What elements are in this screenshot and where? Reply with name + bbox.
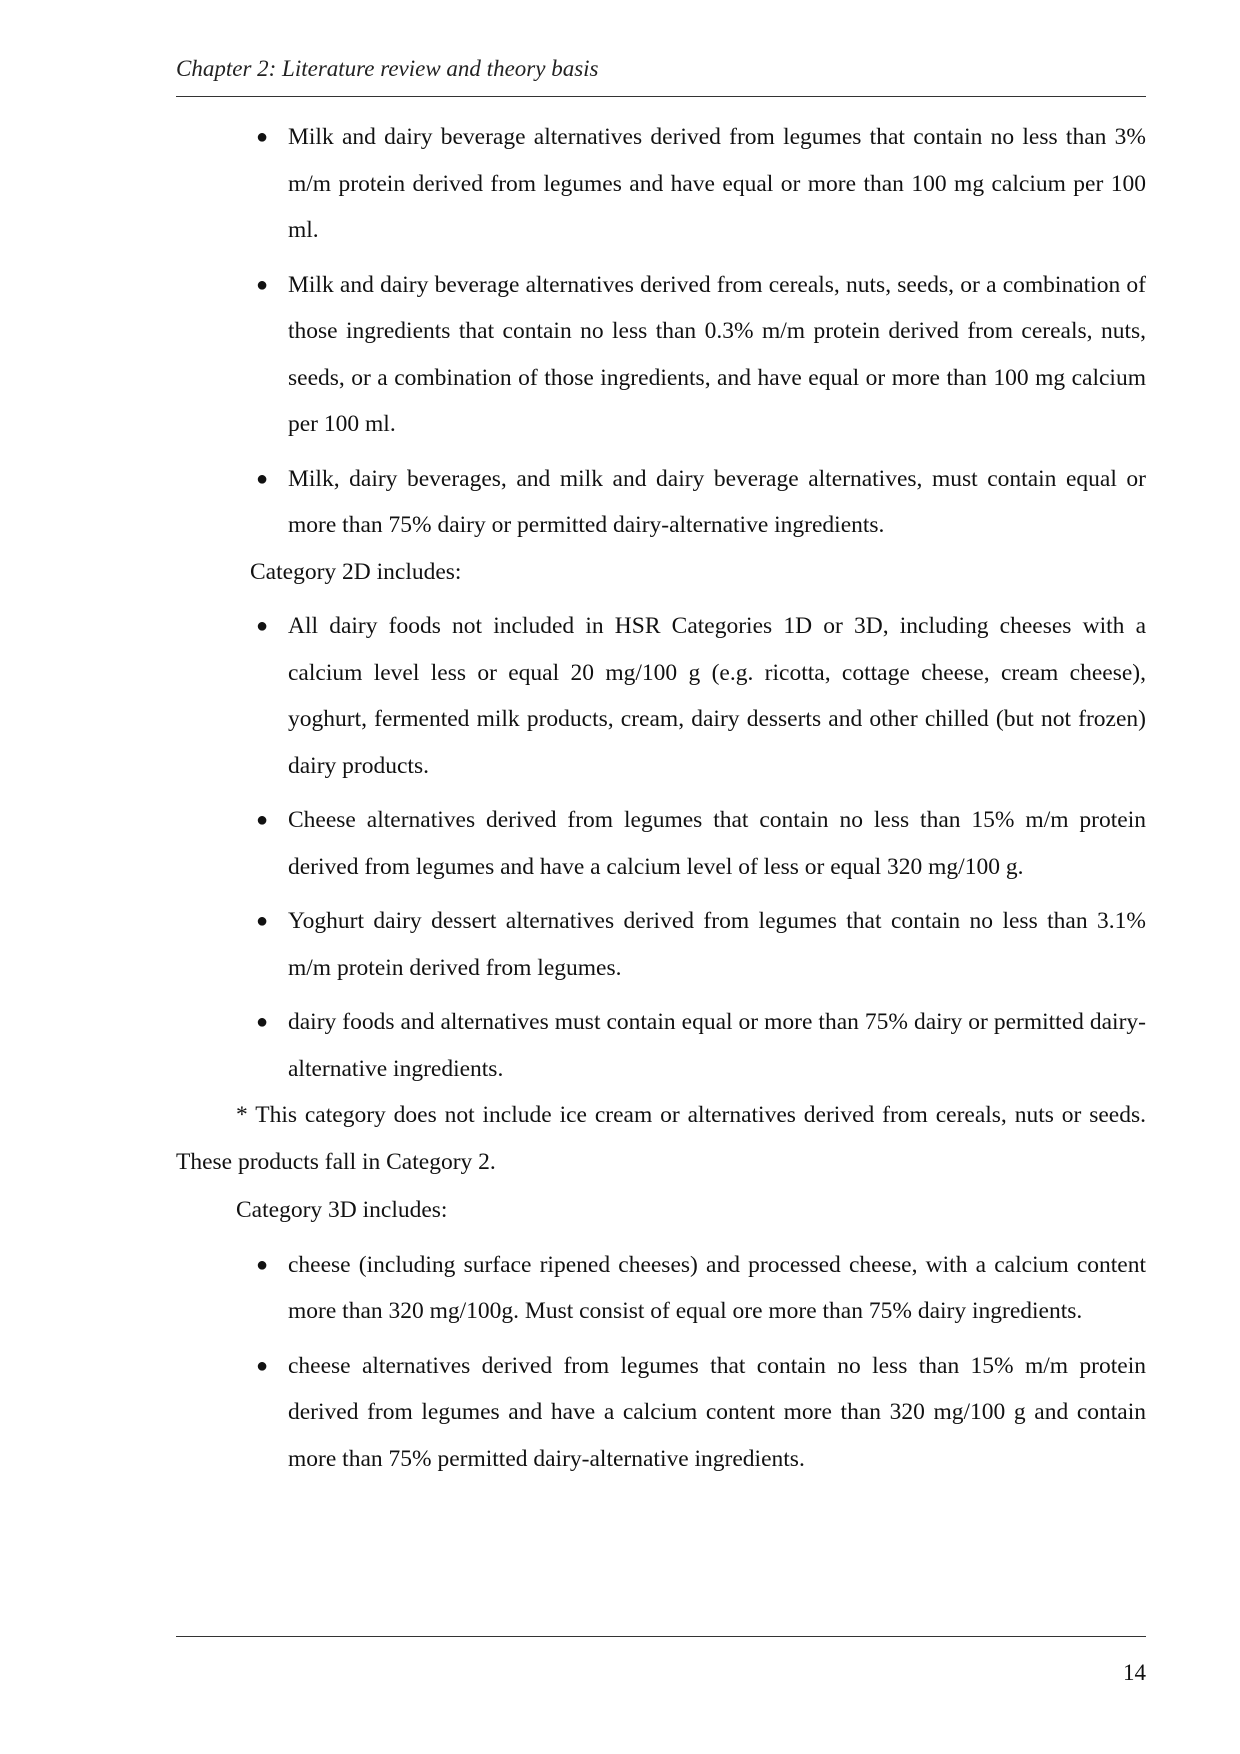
bullet-icon: ●: [255, 1011, 269, 1033]
running-header: Chapter 2: Literature review and theory basis: [176, 56, 599, 81]
list-item-text: All dairy foods not included in HSR Categories 1D or 3D, including cheeses with a calcium level less or equal 20 mg/100 g (e.g. ricotta, cottage cheese, cream cheese), yoghurt, fermented milk products, cream, dairy desserts and other chilled (but not frozen) dairy products.: [288, 613, 1146, 779]
bullet-icon: ●: [255, 126, 269, 148]
bullet-icon: ●: [255, 910, 269, 932]
list-item: [176, 898, 1146, 991]
list-item: [176, 262, 1146, 448]
bullet-icon: ●: [255, 615, 269, 637]
list-item-text: Milk and dairy beverage alternatives derived from cereals, nuts, seeds, or a combination of those ingredients that contain no less than 0.3% m/m protein derived from cereals, nuts, seeds, or a combination of those ingredients, and have equal or more than 100 mg calcium per 100 ml.: [288, 271, 1146, 437]
body-text: [176, 114, 1146, 1490]
list-item-text: Cheese alternatives derived from legumes that contain no less than 15% m/m protein derived from legumes and have a calcium level of less or equal 320 mg/100 g.: [288, 807, 1146, 880]
list-item-text: cheese (including surface ripened cheeses) and processed cheese, with a calcium content more than 320 mg/100g. Must consist of equal ore more than 75% dairy ingredients.: [288, 1251, 1146, 1324]
page-number: 14: [1123, 1660, 1146, 1685]
bullet-icon: ●: [255, 1253, 269, 1276]
list-item: [176, 999, 1146, 1092]
list-item-text: Milk, dairy beverages, and milk and dairy beverage alternatives, must contain equal or more than 75% dairy or permitted dairy-alternative ingredients.: [288, 465, 1146, 538]
category-2d-note: * This category does not include ice cream or alternatives derived from cereals, nuts or seeds. These products fall in Category 2.: [176, 1102, 1146, 1175]
list-item: [176, 603, 1146, 789]
category-1d-list: [176, 114, 1146, 549]
category-2d-heading: Category 2D includes:: [250, 558, 462, 585]
list-item: [176, 114, 1146, 254]
bullet-icon: ●: [255, 1354, 269, 1377]
header-divider: [176, 96, 1146, 97]
list-item-text: dairy foods and alternatives must contain equal or more than 75% dairy or permitted dairy-alternative ingredients.: [288, 1009, 1146, 1082]
bullet-icon: ●: [255, 809, 269, 831]
footer-divider: [176, 1636, 1146, 1637]
list-item: [176, 456, 1146, 549]
category-3d-list: [176, 1242, 1146, 1483]
list-item: [176, 1343, 1146, 1483]
category-3d-heading: Category 3D includes:: [236, 1197, 448, 1223]
list-item-text: cheese alternatives derived from legumes that contain no less than 15% m/m protein derived from legumes and have a calcium content more than 320 mg/100 g and contain more than 75% permitted dairy-alternative ingredients.: [288, 1352, 1146, 1472]
list-item-text: Milk and dairy beverage alternatives derived from legumes that contain no less than 3% m/m protein derived from legumes and have equal or more than 100 mg calcium per 100 ml.: [288, 124, 1146, 243]
list-item: [176, 797, 1146, 890]
bullet-icon: ●: [255, 273, 269, 296]
list-item-text: Yoghurt dairy dessert alternatives derived from legumes that contain no less than 3.1% m/m protein derived from legumes.: [288, 908, 1146, 981]
category-2d-list: [176, 603, 1146, 1092]
bullet-icon: ●: [255, 467, 269, 490]
list-item: [176, 1242, 1146, 1335]
